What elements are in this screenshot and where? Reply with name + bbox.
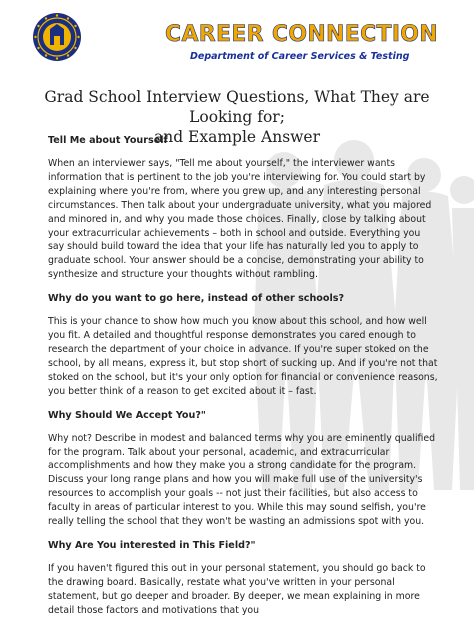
document-title-line-1: Grad School Interview Questions, What They are Looking for; — [44, 88, 430, 126]
section-tell-me-about-yourself — [48, 135, 438, 282]
section-heading: Why Are You interested in This Field?" — [48, 539, 256, 551]
section-paragraph: Why not? Describe in modest and balanced terms why you are eminently qualified for the program. Talk about your personal, academic, and extracurricular accomplishments and how they make you a strong candidate for the program. Discuss your long range plans and how you will make full use of the university's resources to accomplish your goals -- not just their facilities, but also access to faculty in areas of particular interest to you. While this may sound selfish, you're really telling the school that they won't be wasting an admissions spot with you. — [48, 432, 436, 528]
section-heading: Tell Me about Yourself — [48, 135, 168, 146]
section-paragraph: If you haven't figured this out in your personal statement, you should go back to the drawing board. Basically, restate what you've written in your personal statement, but go deeper and broader. By deeper, we mean explaining in more detail those factors and motivations that you — [48, 562, 426, 616]
section-paragraph: This is your chance to show how much you know about this school, and how well you fit. A detailed and thoughtful response demonstrates you cared enough to research the department of your choice in advance. If you're super stoked on the school, by all means, express it, but stop short of sucking up. And if you're not that stoked on the school, but it's your only option for financial or convenience reasons, you better think of a reason to get excited about it – fast. — [48, 316, 438, 397]
department-subtitle: Department of Career Services & Testing — [190, 51, 410, 62]
section-why-this-field — [48, 540, 438, 618]
document-body — [48, 135, 438, 629]
university-seal-logo — [32, 12, 82, 62]
department-header-title: CAREER CONNECTION — [165, 22, 439, 47]
section-heading: Why do you want to go here, instead of other schools? — [48, 293, 345, 305]
section-paragraph: When an interviewer says, "Tell me about yourself," the interviewer wants information that is pertinent to the job you're interviewing for. You could start by explaining where you're from, where you grew up, and any interesting personal circumstances. Then talk about your undergraduate university, what you majored and minored in, and why you made those choices. Finally, close by talking about your extracurricular achievements – both in school and outside. Everything you say should build toward the idea that your life has naturally led you to apply to graduate school. Your answer should be a concise, demonstrating your ability to synthesize and structure your thoughts without rambling. — [48, 158, 432, 281]
section-why-this-school — [48, 293, 438, 398]
document-title-line-2: and Example Answer — [153, 128, 321, 146]
section-heading: Why Should We Accept You?" — [48, 409, 206, 421]
section-why-accept-you — [48, 410, 438, 529]
